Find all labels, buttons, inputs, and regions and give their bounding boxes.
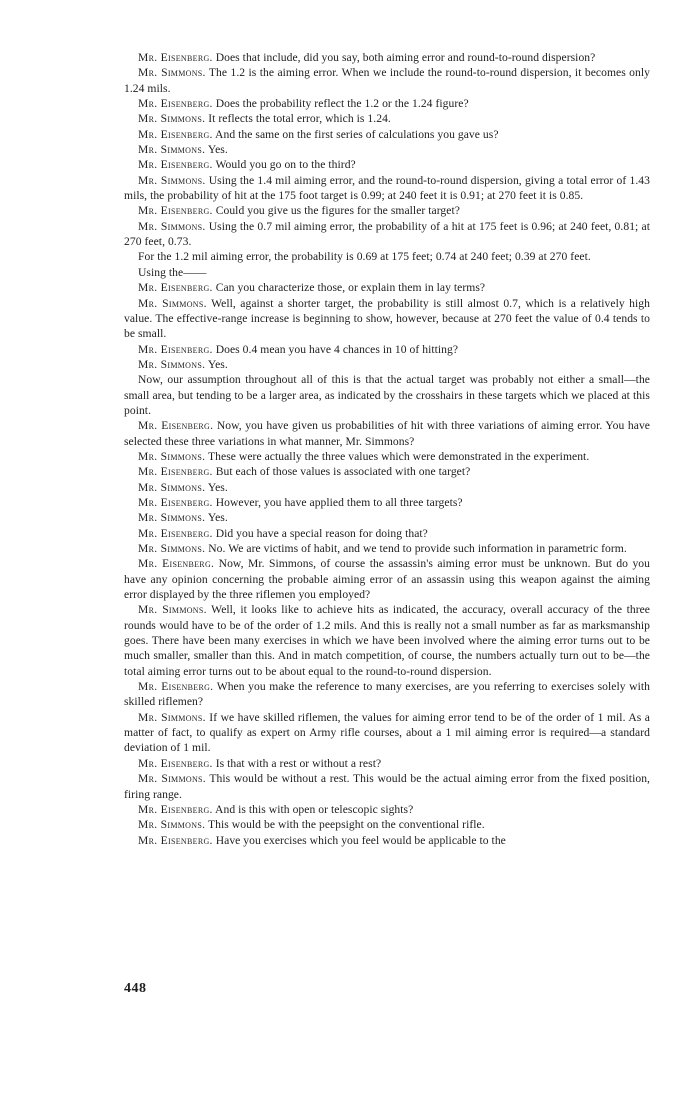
paragraph: [124, 510, 650, 525]
paragraph-text: But each of those values is associated with one target?: [212, 465, 471, 479]
speaker-name: Mr. Eisenberg.: [138, 495, 213, 509]
paragraph: [124, 802, 650, 817]
paragraph-text: However, you have applied them to all three targets?: [212, 495, 463, 509]
paragraph-text: Now, our assumption throughout all of this is that the actual target was probably not either a small—the small area, but tending to be a larger area, as indicated by the crosshairs in these targets which we placed at this point.: [124, 373, 650, 417]
paragraph-text: Did you have a special reason for doing that?: [212, 526, 428, 540]
speaker-name: Mr. Eisenberg.: [138, 833, 213, 847]
paragraph: [124, 219, 650, 250]
paragraph: [124, 249, 650, 264]
paragraph: [124, 342, 650, 357]
page-number: 448: [124, 981, 147, 996]
speaker-name: Mr. Simmons.: [138, 480, 206, 494]
paragraph: [124, 111, 650, 126]
speaker-name: Mr. Eisenberg.: [138, 802, 213, 816]
paragraph: [124, 526, 650, 541]
paragraph: [124, 96, 650, 111]
speaker-name: Mr. Simmons.: [138, 772, 206, 786]
paragraph: [124, 173, 650, 204]
paragraph-text: Is that with a rest or without a rest?: [212, 756, 382, 770]
paragraph: [124, 357, 650, 372]
paragraph-text: Have you exercises which you feel would be applicable to the: [212, 833, 506, 847]
paragraph-text: Now, you have given us probabilities of hit with three variations of aiming error. You have selected these three variations in what manner, Mr. Simmons?: [124, 419, 650, 448]
paragraph: [124, 127, 650, 142]
speaker-name: Mr. Eisenberg.: [138, 680, 214, 694]
speaker-name: Mr. Eisenberg.: [138, 127, 213, 141]
paragraph-text: When you make the reference to many exercises, are you referring to exercises solely with skilled riflemen?: [124, 680, 650, 709]
speaker-name: Mr. Simmons.: [138, 296, 207, 310]
speaker-name: Mr. Eisenberg.: [138, 97, 213, 111]
speaker-name: Mr. Simmons.: [138, 66, 206, 80]
paragraph-text: It reflects the total error, which is 1.24.: [205, 112, 391, 126]
speaker-name: Mr. Eisenberg.: [138, 557, 215, 571]
paragraph-text: Would you go on to the third?: [212, 158, 356, 172]
paragraph: [124, 65, 650, 96]
paragraph-text: Yes.: [205, 143, 228, 157]
speaker-name: Mr. Eisenberg.: [138, 342, 213, 356]
speaker-name: Mr. Eisenberg.: [138, 204, 213, 218]
speaker-name: Mr. Simmons.: [138, 112, 206, 126]
paragraph-text: Could you give us the figures for the smaller target?: [212, 204, 460, 218]
paragraph: [124, 296, 650, 342]
paragraph-text: Using the——: [138, 265, 207, 279]
paragraph: [124, 280, 650, 295]
paragraph-text: Well, against a shorter target, the probability is still almost 0.7, which is a relatively high value. The effective-range increase is beginning to show, however, because at 270 feet the value of 0.4 tends to be small.: [124, 296, 650, 341]
paragraph-text: Does 0.4 mean you have 4 chances in 10 of hitting?: [212, 342, 459, 356]
paragraph-text: And is this with open or telescopic sights?: [212, 802, 414, 816]
paragraph-text: Yes.: [205, 480, 228, 494]
paragraph: [124, 817, 650, 832]
speaker-name: Mr. Eisenberg.: [138, 756, 213, 770]
paragraph-text: This would be with the peepsight on the conventional rifle.: [205, 818, 485, 832]
speaker-name: Mr. Eisenberg.: [138, 419, 214, 433]
paragraph-text: These were actually the three values which were demonstrated in the experiment.: [205, 449, 590, 463]
paragraph-text: If we have skilled riflemen, the values for aiming error tend to be of the order of 1 mil. As a matter of fact, to qualify as expert on Army rifle courses, about a 1 mil aiming error is required—a standard deviation of 1 mil.: [124, 710, 650, 755]
speaker-name: Mr. Simmons.: [138, 173, 206, 187]
transcript-body: [124, 50, 650, 848]
speaker-name: Mr. Simmons.: [138, 219, 206, 233]
speaker-name: Mr. Simmons.: [138, 449, 206, 463]
paragraph: [124, 679, 650, 710]
paragraph-text: Now, Mr. Simmons, of course the assassin's aiming error must be unknown. But do you have any opinion concerning the probable aiming error of an assassin using this weapon against the aiming error displayed by the three riflemen you employed?: [124, 557, 650, 602]
paragraph: [124, 50, 650, 65]
paragraph-text: Well, it looks like to achieve hits as indicated, the accuracy, overall accuracy of the three rounds would have to be of the order of 1.2 mils. And this is really not a small number as far as marksmanship goes. There have been many exercises in which we have been involved where the aiming error turns out to be much smaller, smaller than this. And in match competition, of course, the numbers actually turn out to be—the total aiming error turns out to be about equal to the round-to-round dispersion.: [124, 603, 650, 678]
paragraph: [124, 833, 650, 848]
speaker-name: Mr. Simmons.: [138, 710, 206, 724]
paragraph: [124, 480, 650, 495]
speaker-name: Mr. Simmons.: [138, 143, 206, 157]
paragraph-text: Using the 0.7 mil aiming error, the probability of a hit at 175 feet is 0.96; at 240 feet, 0.81; at 270 feet, 0.73.: [124, 219, 650, 249]
paragraph-text: The 1.2 is the aiming error. When we include the round-to-round dispersion, it becomes only 1.24 mils.: [124, 66, 650, 95]
paragraph: [124, 771, 650, 802]
paragraph: [124, 464, 650, 479]
speaker-name: Mr. Simmons.: [138, 818, 206, 832]
speaker-name: Mr. Eisenberg.: [138, 158, 213, 172]
paragraph-text: For the 1.2 mil aiming error, the probability is 0.69 at 175 feet; 0.74 at 240 feet; 0.39 at 270 feet.: [138, 250, 591, 264]
paragraph: [124, 556, 650, 602]
paragraph-text: Yes.: [205, 511, 228, 525]
paragraph-text: Using the 1.4 mil aiming error, and the round-to-round dispersion, giving a total error of 1.43 mils, the probability of hit at the 175 foot target is 0.99; at 240 feet it is 0.91; at 270 feet it is 0.85.: [124, 173, 650, 203]
paragraph: [124, 495, 650, 510]
paragraph: [124, 710, 650, 756]
speaker-name: Mr. Eisenberg.: [138, 465, 213, 479]
paragraph: [124, 157, 650, 172]
speaker-name: Mr. Simmons.: [138, 542, 206, 555]
speaker-name: Mr. Simmons.: [138, 511, 206, 525]
paragraph: [124, 265, 650, 280]
speaker-name: Mr. Eisenberg.: [138, 281, 213, 295]
speaker-name: Mr. Eisenberg.: [138, 526, 213, 540]
paragraph-text: And the same on the first series of calculations you gave us?: [212, 127, 499, 141]
paragraph-text: Yes.: [205, 357, 228, 371]
speaker-name: Mr. Simmons.: [138, 357, 206, 371]
paragraph-text: No. We are victims of habit, and we tend to provide such information in parametric form.: [205, 542, 627, 555]
paragraph: [124, 541, 650, 556]
paragraph: [124, 449, 650, 464]
paragraph-text: Does that include, did you say, both aiming error and round-to-round dispersion?: [212, 51, 596, 64]
paragraph: [124, 418, 650, 449]
paragraph: [124, 142, 650, 157]
speaker-name: Mr. Simmons.: [138, 603, 207, 617]
paragraph-text: Does the probability reflect the 1.2 or the 1.24 figure?: [212, 97, 469, 111]
paragraph: [124, 756, 650, 771]
speaker-name: Mr. Eisenberg.: [138, 51, 213, 64]
paragraph: [124, 372, 650, 418]
paragraph-text: This would be without a rest. This would be the actual aiming error from the fixed position, firing range.: [124, 772, 650, 801]
paragraph: [124, 602, 650, 679]
paragraph-text: Can you characterize those, or explain them in lay terms?: [212, 281, 486, 295]
paragraph: [124, 203, 650, 218]
